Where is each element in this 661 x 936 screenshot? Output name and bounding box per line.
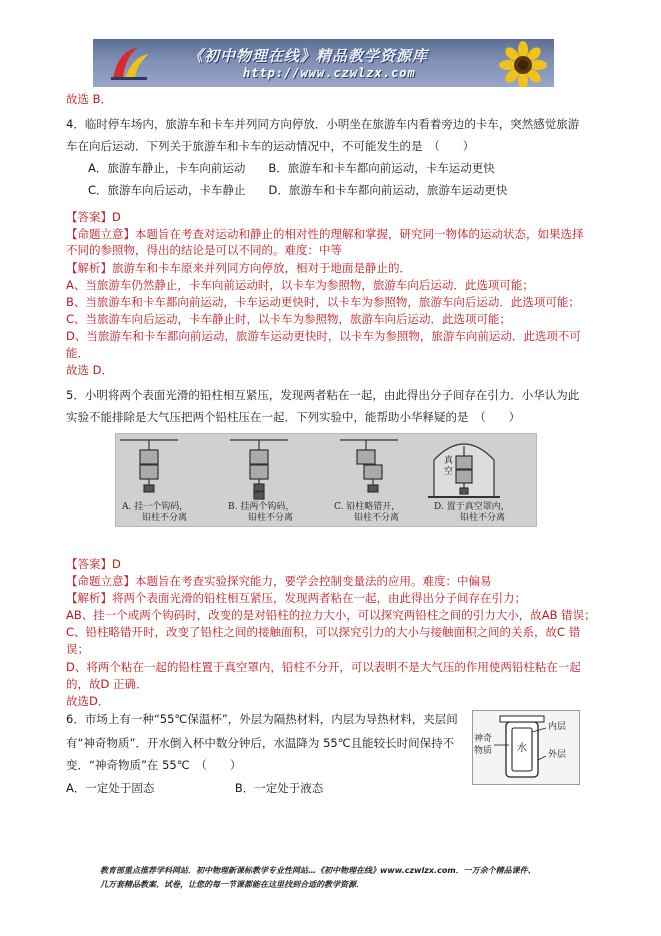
text-line: 实验不能排除是大气压把两个铅柱压在一起．下列实验中，能帮助小华释疑的是 （ ） — [66, 410, 521, 424]
text-line: 故选 D． — [66, 363, 114, 377]
text-line: 【解析】旅游车和卡车原来并列同方向停放，相对于地面是静止的． — [66, 261, 411, 275]
text-line: 6．市场上有一种“55℃保温杯”，外层为隔热材料，内层为导热材料，夹层间 — [66, 712, 458, 726]
text-line: 不同的参照物，得出的结论是可以不同的。难度：中等 — [66, 243, 342, 257]
caption-a-1: A. 挂一个钩码， — [122, 502, 189, 512]
banner-url: http://www.czwlzx.com — [243, 66, 416, 80]
caption-d-2: 铅柱不分离 — [460, 513, 506, 523]
text-line: B、当旅游车和卡车都向前运动，卡车运动更快时，以卡车为参照物，旅游车向后运动．此选项可能； — [66, 295, 580, 309]
text-line: 有“神奇物质”．开水倒入杯中数分钟后，水温降为 55℃且能较长时间保持不 — [66, 736, 455, 750]
footer-line-1: 教育部重点推荐学科网站．初中物理新课标教学专业性网站…《初中物理在线》www.czwlzx.com．一万余个精品课件、 — [100, 866, 536, 875]
lead-cylinder-experiment-figure — [115, 433, 537, 527]
caption-c-1: C. 铅柱略错开， — [334, 502, 401, 512]
caption-d-1: D. 置于真空罩内， — [434, 502, 510, 512]
sunflower-icon — [493, 41, 553, 87]
vacuum-label-1: 真 — [444, 456, 454, 466]
text-line: 故选D． — [66, 694, 110, 708]
text-line: A．旅游车静止，卡车向前运动 B．旅游车和卡车都向前运动，卡车运动更快 — [88, 161, 495, 175]
text-line: C、当旅游车向后运动，卡车静止时，以卡车为参照物，旅游车向后运动．此选项可能； — [66, 312, 512, 326]
text-line: A．一定处于固态 B．一定处于液态 — [66, 781, 324, 795]
text-line: 【命题立意】本题旨在考查对运动和静止的相对性的理解和掌握，研究同一物体的运动状态，如果选择 — [66, 227, 584, 241]
text-line: D、将两个粘在一起的铅柱置于真空罩内，铅柱不分开，可以表明不是大气压的作用使两铅柱粘在一起 — [66, 660, 581, 674]
vacuum-label-2: 空 — [444, 467, 454, 477]
water-label: 水 — [517, 743, 527, 754]
caption-b-1: B. 挂两个钩码， — [228, 502, 295, 512]
inner-layer-label: 内层 — [548, 722, 567, 732]
banner-title: 《初中物理在线》精品教学资源库 — [188, 47, 429, 65]
text-line: A、当旅游车仍然静止，卡车向前运动时，以卡车为参照物，旅游车向后运动．此选项可能； — [66, 278, 534, 292]
caption-c-2: 铅柱不分离 — [354, 513, 400, 523]
text-line: 【解析】将两个表面光滑的铅柱相互紧压，发现两者粘在一起，由此得出分子间存在引力； — [66, 591, 526, 605]
text-line: AB、挂一个或两个钩码时，改变的是对铅柱的拉力大小，可以探究两铅柱之间的引力大小，故AB 错误； — [66, 608, 596, 622]
text-line: 故选 B． — [66, 92, 113, 106]
text-line: C、铅柱略错开时，改变了铅柱之间的接触面积，可以探究引力的大小与接触面积之间的关系，故C 错 — [66, 625, 581, 639]
magic-material-label-1: 神奇 — [474, 734, 493, 744]
text-line: 的，故D 正确． — [66, 677, 148, 691]
footer-line-2: 几万套精品教案、试卷，让您的每一节课都能在这里找到合适的教学资源． — [100, 880, 364, 889]
outer-layer-label: 外层 — [548, 750, 567, 760]
text-line: C．旅游车向后运动，卡车静止 D．旅游车和卡车都向前运动，旅游车运动更快 — [88, 183, 508, 197]
text-line: 车在向后运动．下列关于旅游车和卡车的运动情况中，不可能发生的是 （ ） — [66, 139, 475, 153]
text-line: 【答案】D — [66, 557, 121, 571]
text-line: 【答案】D — [66, 210, 121, 224]
text-line: 误； — [66, 642, 89, 656]
text-line: 5．小明将两个表面光滑的铅柱相互紧压，发现两者粘在一起，由此得出分子间存在引力．小华认为此 — [66, 388, 580, 402]
text-line: 4．临时停车场内，旅游车和卡车并列同方向停放．小明坐在旅游车内看着旁边的卡车，突然感觉旅游 — [66, 117, 580, 131]
caption-a-2: 铅柱不分离 — [142, 513, 188, 523]
header-banner — [93, 39, 554, 87]
text-line: 变．“神奇物质”在 55℃ （ ） — [66, 758, 242, 772]
magic-material-label-2: 物质 — [474, 746, 493, 756]
text-line: 【命题立意】本题旨在考查实验探究能力，要学会控制变量法的应用。难度：中偏易 — [66, 574, 492, 588]
logo-icon — [107, 44, 151, 82]
text-line: 能． — [66, 346, 89, 360]
caption-b-2: 铅柱不分离 — [248, 513, 294, 523]
text-line: D、当旅游车和卡车都向前运动，旅游车运动更快时，以卡车为参照物，旅游车向前运动．此选项不可 — [66, 329, 581, 343]
thermos-cup-figure — [472, 710, 580, 785]
